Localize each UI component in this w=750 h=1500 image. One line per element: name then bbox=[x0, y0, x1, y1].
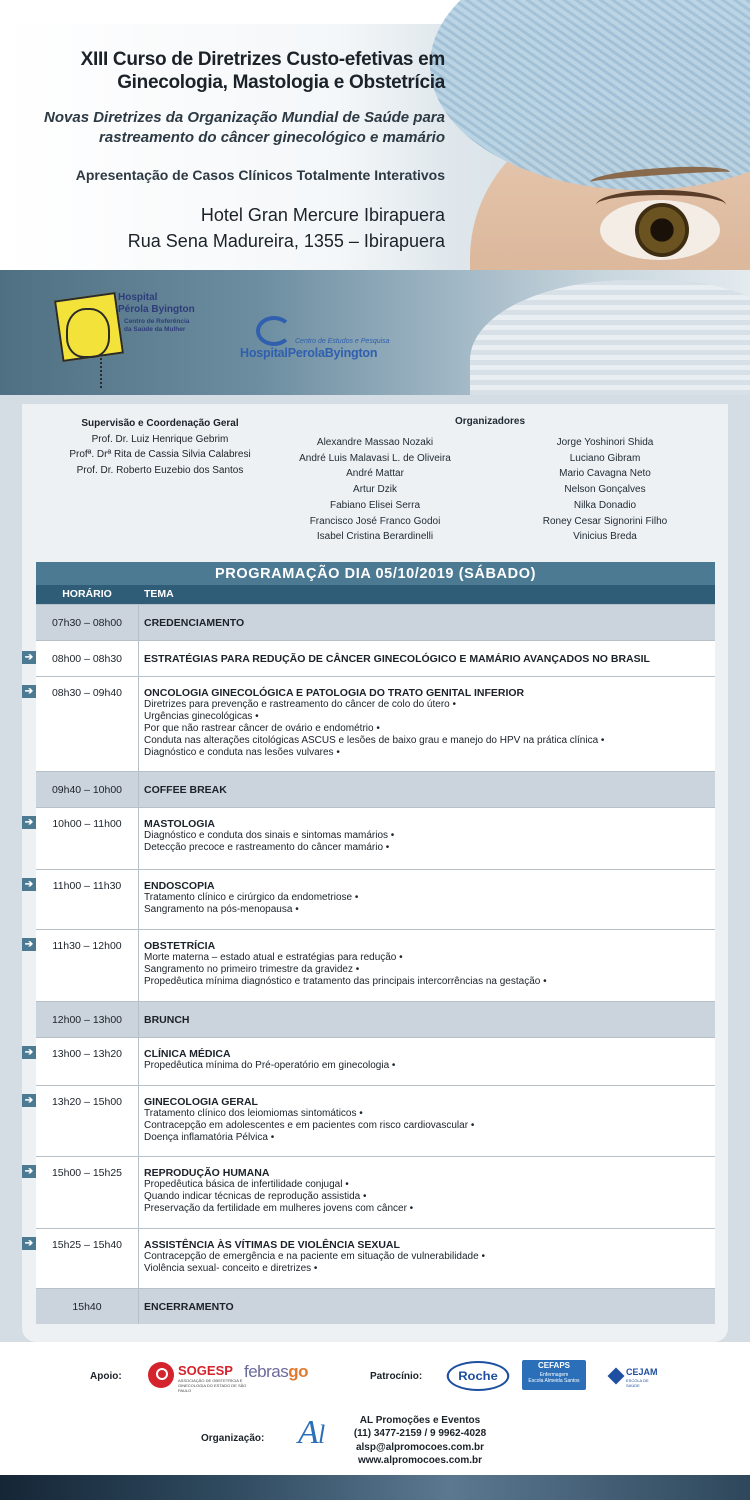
session-time: 11h30 – 12h00 bbox=[52, 940, 122, 952]
arrow-right-icon: ➔ bbox=[22, 878, 36, 891]
sogesp-sub: ASSOCIAÇÃO DE OBSTETRÍCIA E GINECOLOGIA DO ESTADO DE SÃO PAULO bbox=[178, 1378, 247, 1393]
session-time: 15h25 – 15h40 bbox=[51, 1239, 123, 1251]
session-topic: Preservação da fertilidade em mulheres jovens com câncer • bbox=[144, 1203, 413, 1215]
session-title: CREDENCIAMENTO bbox=[144, 617, 245, 629]
organizer-phones: (11) 3477-2159 / 9 9962-4028 bbox=[353, 1428, 487, 1440]
session-topic: Contracepção em adolescentes e em pacientes com risco cardiovascular • bbox=[144, 1120, 474, 1132]
session-title: ESTRATÉGIAS PARA REDUÇÃO DE CÂNCER GINECOLÓGICO E MAMÁRIO AVANÇADOS NO BRASIL bbox=[144, 653, 650, 665]
session-title: ASSISTÊNCIA ÀS VÍTIMAS DE VIOLÊNCIA SEXUAL bbox=[144, 1239, 400, 1251]
event-title-line2: Ginecologia, Mastologia e Obstetrícia bbox=[117, 72, 445, 93]
schedule-header-row bbox=[36, 585, 715, 604]
venue-name: Hotel Gran Mercure Ibirapuera bbox=[200, 205, 445, 225]
logo-face-outline bbox=[66, 308, 110, 358]
organizer-name: Fabiano Elisei Serra bbox=[329, 499, 421, 511]
supervisor-name: Prof. Dr. Roberto Euzebio dos Santos bbox=[76, 464, 244, 476]
research-center-sub: Centro de Estudos e Pesquisa bbox=[295, 338, 390, 345]
session-topic: Conduta nas alterações citológicas ASCUS e lesões de baixo grau e manejo do HPV na prática clínica • bbox=[144, 735, 604, 747]
header-topic: TEMA bbox=[144, 588, 174, 600]
organizer-name: Isabel Cristina Berardinelli bbox=[316, 531, 434, 543]
cefaps-sub2: Escola Almeida Santos bbox=[528, 1378, 580, 1384]
session-time: 11h00 – 11h30 bbox=[52, 880, 122, 892]
event-subtitle-line2: rastreamento do câncer ginecológico e mamário bbox=[99, 129, 445, 146]
hospital-perola-byington-logo bbox=[48, 288, 218, 388]
logo-hospital-sub1: Centro de Referência bbox=[124, 318, 190, 325]
session-title: MASTOLOGIA bbox=[144, 818, 215, 830]
hero-banner bbox=[0, 0, 750, 395]
session-topic: Propedêutica básica de infertilidade conjugal • bbox=[144, 1179, 413, 1191]
session-topic: Detecção precoce e rastreamento do câncer mamário • bbox=[144, 842, 394, 854]
column-divider bbox=[138, 604, 139, 1324]
session-time: 09h40 – 10h00 bbox=[51, 784, 123, 796]
organizer-name: Luciano Gibram bbox=[569, 452, 641, 464]
session-title: COFFEE BREAK bbox=[144, 784, 227, 796]
logo-hospital-line2: Pérola Byington bbox=[118, 304, 195, 315]
session-topic: Diagnóstico e conduta dos sinais e sintomas mamários • bbox=[144, 830, 394, 842]
logo-ring-icon bbox=[256, 316, 292, 346]
al-logo-l: l bbox=[318, 1420, 326, 1449]
session-time: 15h00 – 15h25 bbox=[51, 1167, 123, 1179]
session-topic: Diagnóstico e conduta nas lesões vulvares • bbox=[144, 747, 604, 759]
sogesp-logo bbox=[148, 1362, 258, 1392]
cejam-sub: ESCOLA DE SAÚDE bbox=[626, 1378, 649, 1388]
header-time: HORÁRIO bbox=[62, 588, 112, 600]
al-logo-a: A bbox=[298, 1414, 319, 1451]
session-topics bbox=[144, 892, 358, 916]
sponsor-label: Patrocínio: bbox=[370, 1371, 423, 1382]
logo-hospital-line1: Hospital bbox=[118, 292, 158, 303]
organizer-name: Nilka Donadio bbox=[573, 499, 637, 511]
cejam-name: CEJAM bbox=[626, 1367, 658, 1377]
cejam-mark-icon bbox=[608, 1368, 625, 1385]
session-topics bbox=[144, 1108, 474, 1144]
supervision-heading: Supervisão e Coordenação Geral bbox=[81, 418, 239, 429]
organizer-name: Artur Dzik bbox=[353, 484, 397, 496]
session-topics bbox=[144, 699, 604, 759]
arrow-right-icon: ➔ bbox=[22, 1046, 36, 1059]
organizer-company: AL Promoções e Eventos bbox=[359, 1415, 481, 1426]
organizer-name: Vinicius Breda bbox=[573, 531, 637, 543]
cefaps-logo bbox=[522, 1360, 586, 1390]
sogesp-name: SOGESP bbox=[178, 1363, 233, 1378]
arrow-right-icon: ➔ bbox=[22, 651, 36, 664]
cejam-logo bbox=[608, 1366, 658, 1386]
session-title: ONCOLOGIA GINECOLÓGICA E PATOLOGIA DO TRATO GENITAL INFERIOR bbox=[144, 687, 525, 699]
session-topic: Quando indicar técnicas de reprodução assistida • bbox=[144, 1191, 413, 1203]
research-center-name: HospitalPerolaByington bbox=[240, 346, 378, 360]
eyelid bbox=[596, 190, 726, 220]
arrow-right-icon: ➔ bbox=[22, 1165, 36, 1178]
session-topic: Tratamento clínico e cirúrgico da endometriose • bbox=[144, 892, 358, 904]
schedule-title: PROGRAMAÇÃO DIA 05/10/2019 (SÁBADO) bbox=[36, 562, 715, 585]
event-title-line1: XIII Curso de Diretrizes Custo-efetivas em bbox=[80, 49, 445, 70]
cefaps-sub1: Enfermagem bbox=[539, 1372, 569, 1378]
organization-label: Organização: bbox=[201, 1433, 265, 1444]
cefaps-name: CEFAPS bbox=[537, 1361, 570, 1370]
organizer-email[interactable]: alsp@alpromocoes.com.br bbox=[355, 1441, 485, 1453]
session-time: 07h30 – 08h00 bbox=[51, 617, 123, 629]
session-topics bbox=[144, 1179, 413, 1215]
support-label: Apoio: bbox=[90, 1371, 122, 1382]
event-venue bbox=[128, 202, 445, 254]
session-topics bbox=[144, 1251, 485, 1275]
session-topic: Por que não rastrear câncer de ovário e endométrio • bbox=[144, 723, 604, 735]
session-topic: Morte materna – estado atual e estratégias para redução • bbox=[144, 952, 547, 964]
organizer-name: Roney Cesar Signorini Filho bbox=[542, 515, 668, 527]
arrow-right-icon: ➔ bbox=[22, 1237, 36, 1250]
organizers-heading: Organizadores bbox=[454, 416, 526, 427]
session-time: 13h20 – 15h00 bbox=[51, 1096, 123, 1108]
session-topic: Propedêutica mínima diagnóstico e tratamento das principais intercorrências na gestação • bbox=[144, 976, 547, 988]
arrow-right-icon: ➔ bbox=[22, 685, 36, 698]
organizer-name: Francisco José Franco Godoi bbox=[309, 515, 441, 527]
session-time: 10h00 – 11h00 bbox=[52, 818, 122, 830]
organizer-name: Mario Cavagna Neto bbox=[559, 468, 651, 480]
logo-dotted-line bbox=[100, 358, 106, 388]
research-center-logo bbox=[240, 316, 400, 366]
organizer-website[interactable]: www.alpromocoes.com.br bbox=[357, 1454, 483, 1466]
arrow-right-icon: ➔ bbox=[22, 1094, 36, 1107]
session-title: BRUNCH bbox=[144, 1014, 190, 1026]
supervisor-name: Profª. Drª Rita de Cassia Silvia Calabresi bbox=[69, 449, 251, 460]
organizers-column-1 bbox=[275, 435, 475, 545]
event-subtitle-line1: Novas Diretrizes da Organização Mundial de Saúde para bbox=[44, 109, 445, 126]
session-title: REPRODUÇÃO HUMANA bbox=[144, 1167, 270, 1179]
session-topics bbox=[144, 952, 547, 988]
session-title: CLÍNICA MÉDICA bbox=[144, 1048, 231, 1060]
session-topic: Contracepção de emergência e na paciente em situação de vulnerabilidade • bbox=[144, 1251, 485, 1263]
febrasgo-a: febras bbox=[244, 1362, 289, 1381]
arrow-right-icon: ➔ bbox=[22, 816, 36, 829]
session-topic: Propedêutica mínima do Pré-operatório em ginecologia • bbox=[144, 1060, 395, 1072]
session-time: 08h30 – 09h40 bbox=[51, 687, 123, 699]
event-subtitle bbox=[44, 108, 445, 148]
organizer-name: André Luis Malavasi L. de Oliveira bbox=[299, 452, 451, 464]
session-topic: Sangramento no primeiro trimestre da gravidez • bbox=[144, 964, 547, 976]
session-time: 12h00 – 13h00 bbox=[51, 1014, 123, 1026]
organizer-contact bbox=[330, 1414, 510, 1467]
session-time: 08h00 – 08h30 bbox=[51, 653, 123, 665]
supervision-block bbox=[40, 416, 280, 478]
bottom-band bbox=[0, 1475, 750, 1500]
sogesp-mark-icon bbox=[148, 1362, 174, 1388]
organizers-column-2 bbox=[505, 435, 705, 545]
session-time: 15h40 bbox=[72, 1301, 102, 1313]
session-topic: Tratamento clínico dos leiomiomas sintomáticos • bbox=[144, 1108, 474, 1120]
surgical-cap bbox=[430, 0, 750, 190]
event-tagline: Apresentação de Casos Clínicos Totalmente Interativos bbox=[75, 167, 445, 183]
session-topic: Sangramento na pós-menopausa • bbox=[144, 904, 358, 916]
febrasgo-b: go bbox=[288, 1362, 309, 1381]
event-title bbox=[81, 48, 445, 94]
febrasgo-logo bbox=[244, 1362, 308, 1382]
session-topic: Diretrizes para prevenção e rastreamento do câncer de colo do útero • bbox=[144, 699, 604, 711]
session-time: 13h00 – 13h20 bbox=[51, 1048, 123, 1060]
session-title: OBSTETRÍCIA bbox=[144, 940, 216, 952]
session-topic: Violência sexual- conceito e diretrizes • bbox=[144, 1263, 485, 1275]
arrow-right-icon: ➔ bbox=[22, 938, 36, 951]
organizer-name: Nelson Gonçalves bbox=[564, 484, 646, 496]
roche-logo: Roche bbox=[447, 1361, 510, 1391]
session-topic: Doença inflamatória Pélvica • bbox=[144, 1132, 474, 1144]
logo-hospital-sub2: da Saúde da Mulher bbox=[124, 326, 186, 333]
organizer-name: Alexandre Massao Nozaki bbox=[316, 437, 434, 448]
schedule-table bbox=[36, 562, 715, 1324]
session-topics bbox=[144, 830, 394, 854]
session-topic: Urgências ginecológicas • bbox=[144, 711, 604, 723]
session-title: ENCERRAMENTO bbox=[144, 1301, 234, 1313]
organizer-name: Jorge Yoshinori Shida bbox=[556, 437, 654, 448]
organizer-name: André Mattar bbox=[346, 468, 404, 480]
session-topics bbox=[144, 1060, 395, 1072]
session-title: GINECOLOGIA GERAL bbox=[144, 1096, 258, 1108]
supervisor-name: Prof. Dr. Luiz Henrique Gebrim bbox=[91, 433, 229, 445]
logo-hospital-sub bbox=[124, 318, 189, 334]
logo-hospital-name bbox=[118, 292, 195, 316]
session-title: ENDOSCOPIA bbox=[144, 880, 215, 892]
venue-address: Rua Sena Madureira, 1355 – Ibirapuera bbox=[127, 231, 445, 251]
